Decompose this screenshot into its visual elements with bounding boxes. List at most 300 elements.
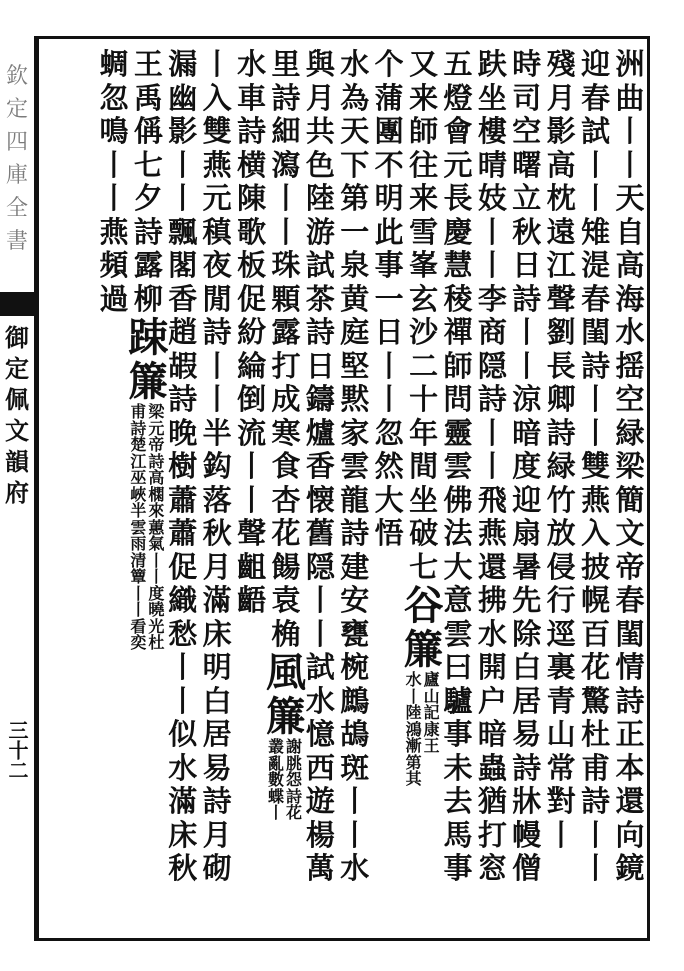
character: 忽 [99, 80, 129, 115]
character: 坐 [409, 482, 439, 517]
character: 安 [340, 583, 370, 617]
gloss-line [286, 739, 304, 822]
character: 長 [546, 348, 576, 383]
character: 青 [546, 683, 576, 718]
character: 向 [615, 817, 645, 852]
character: 夕 [133, 181, 163, 215]
character: 氣 [148, 534, 165, 553]
character: 文 [615, 516, 645, 550]
character: 團 [374, 114, 404, 148]
character: 甫 [581, 750, 611, 785]
character: 雲 [340, 449, 370, 483]
character: 帝 [615, 549, 645, 584]
character: 二 [409, 348, 439, 383]
character: 丨 [615, 114, 645, 148]
character: 懐 [305, 482, 335, 517]
character: 暗 [477, 717, 507, 751]
character: 情 [615, 650, 645, 684]
character: 曙 [512, 147, 542, 182]
character: 春 [581, 281, 611, 316]
character: 丨 [148, 550, 165, 570]
character: 意 [443, 583, 473, 617]
character: 七 [133, 147, 163, 182]
character: 丨 [374, 382, 404, 416]
character: 商 [477, 315, 507, 349]
text-column [335, 48, 375, 928]
character: 水 [237, 48, 267, 81]
character: 日 [305, 348, 335, 383]
character: 横 [237, 147, 267, 182]
character: 披 [581, 549, 611, 584]
character: 堅 [340, 348, 370, 383]
character: 遊 [305, 784, 335, 818]
character: 漸 [405, 736, 422, 755]
character: 杜 [581, 717, 611, 751]
character: 佩 [5, 385, 29, 414]
character: 師 [409, 114, 439, 148]
character: 水 [405, 670, 422, 689]
character: 開 [477, 650, 507, 684]
character: 欽 [5, 64, 28, 89]
character: 椀 [340, 650, 370, 684]
character: 百 [581, 616, 611, 651]
character: 廬 [423, 670, 440, 689]
character: 玄 [409, 281, 439, 316]
gloss-line [424, 672, 442, 788]
character: 下 [340, 147, 370, 182]
character: 詩 [286, 786, 303, 806]
character: 閒 [202, 281, 232, 316]
character: 年 [409, 415, 439, 450]
character: 閨 [581, 315, 611, 349]
character: 丨 [271, 181, 301, 215]
character: 沙 [409, 315, 439, 349]
character: 憶 [305, 717, 335, 751]
character: 大 [443, 549, 473, 584]
character: 雲 [130, 517, 147, 537]
character: 日 [512, 248, 542, 282]
character: 梁 [148, 402, 165, 421]
character: 丨 [237, 449, 267, 483]
character: 水 [340, 851, 370, 885]
character: 幌 [581, 583, 611, 617]
character: 揺 [615, 348, 645, 383]
character: 丨 [271, 214, 301, 249]
character: 个 [374, 48, 404, 81]
character: 杏 [271, 482, 301, 517]
character: 倒 [237, 382, 267, 416]
character: 看 [130, 616, 147, 636]
character: 寒 [271, 415, 301, 450]
top-border [36, 36, 650, 39]
character: 建 [340, 549, 370, 584]
character: 来 [409, 80, 439, 115]
character: 袁 [271, 583, 301, 617]
character: 山 [423, 686, 440, 706]
character: 試 [581, 114, 611, 148]
character: 忽 [374, 415, 404, 450]
character: 水 [615, 315, 645, 349]
character: 康 [423, 719, 440, 739]
character: 行 [546, 583, 576, 617]
character: 楚 [130, 435, 147, 454]
character: 茶 [305, 281, 335, 316]
character: 丨 [615, 147, 645, 182]
character: 燈 [443, 80, 473, 115]
character: 丨 [202, 48, 232, 81]
character: 床 [202, 616, 232, 651]
character: 居 [202, 717, 232, 751]
character: 谷 [403, 582, 444, 629]
character: 雲 [443, 616, 473, 651]
character: 緑 [546, 449, 576, 483]
character: 蕭 [168, 516, 198, 550]
character: 帝 [148, 435, 165, 454]
character: 光 [148, 616, 165, 636]
headword-gloss [404, 672, 444, 788]
character: 元 [202, 181, 232, 215]
character: 幽 [168, 80, 198, 115]
character: 叢 [268, 737, 285, 756]
character: 家 [340, 415, 370, 450]
character: 拂 [477, 583, 507, 617]
character: 試 [305, 248, 335, 282]
character: 又 [409, 48, 439, 81]
character: 白 [512, 650, 542, 684]
character: 裏 [546, 650, 576, 684]
character: 第 [405, 752, 422, 772]
character: 丨 [374, 348, 404, 383]
character: 峽 [130, 484, 147, 504]
character: 巫 [130, 468, 147, 487]
character: 山 [546, 717, 576, 751]
text-column [266, 48, 306, 928]
character: 為 [340, 80, 370, 115]
character: 亂 [268, 753, 285, 773]
character: 梁 [615, 449, 645, 483]
character: 扇 [512, 516, 542, 550]
text-column [232, 48, 272, 928]
character: 共 [305, 114, 335, 148]
character: 過 [99, 281, 129, 316]
character: 禹 [133, 80, 163, 115]
character: 齬 [237, 583, 267, 617]
character: 詩 [581, 784, 611, 818]
character: 問 [443, 382, 473, 416]
character: 稹 [202, 214, 232, 249]
text-column [404, 48, 444, 928]
headword-gloss [266, 739, 306, 822]
character: 丨 [546, 817, 576, 852]
character: 丨 [202, 382, 232, 416]
character: 里 [271, 48, 301, 81]
character: 雪 [409, 214, 439, 249]
character: 聲 [237, 516, 267, 550]
character: 陸 [405, 703, 422, 722]
character: 来 [409, 181, 439, 215]
character: 爐 [305, 415, 335, 450]
character: 佛 [443, 482, 473, 517]
character: 嘏 [168, 348, 198, 383]
character: 還 [615, 784, 645, 818]
character: 水 [168, 750, 198, 785]
character: 空 [512, 114, 542, 148]
character: 愁 [168, 616, 198, 651]
character: 影 [168, 114, 198, 148]
character: 不 [374, 147, 404, 182]
character: 丨 [581, 817, 611, 852]
character: 本 [615, 750, 645, 785]
character: 事 [374, 248, 404, 282]
character: 慧 [443, 248, 473, 282]
character: 鈎 [202, 449, 232, 483]
character: 來 [148, 501, 165, 520]
character: 事 [443, 851, 473, 885]
character: 妓 [477, 181, 507, 215]
character: 黄 [340, 281, 370, 316]
character: 月 [202, 549, 232, 584]
character: 殘 [546, 48, 576, 81]
left-border [36, 36, 39, 941]
character: 書 [5, 229, 28, 254]
character: 影 [546, 114, 576, 148]
character: 曰 [443, 650, 473, 684]
text-column [128, 48, 168, 928]
character: 鴻 [405, 719, 422, 739]
character: 泉 [340, 248, 370, 282]
character: 詩 [305, 315, 335, 349]
character: 滿 [168, 784, 198, 818]
character: 户 [477, 683, 507, 718]
character: 漏 [168, 48, 198, 81]
character: 鑄 [305, 382, 335, 416]
character: 樹 [168, 449, 198, 483]
character: 床 [168, 817, 198, 852]
text-column [610, 48, 650, 928]
character: 未 [443, 750, 473, 785]
character: 常 [546, 750, 576, 785]
character: 記 [423, 703, 440, 722]
character: 樓 [477, 114, 507, 148]
character: 破 [409, 516, 439, 550]
character: 定 [5, 97, 28, 122]
character: 促 [237, 281, 267, 316]
character: 成 [271, 382, 301, 416]
character: 蝶 [268, 786, 285, 806]
character: 舊 [305, 516, 335, 550]
character: 月 [305, 80, 335, 115]
character: 第 [340, 181, 370, 215]
character: 丨 [340, 817, 370, 852]
character: 㯗 [148, 484, 165, 504]
character: 元 [443, 147, 473, 182]
character: 逕 [546, 616, 576, 651]
character: 詩 [148, 451, 165, 471]
character: 花 [286, 803, 303, 822]
character: 萬 [305, 851, 335, 885]
character: 甕 [340, 616, 370, 651]
character: 先 [512, 583, 542, 617]
character: 丨 [168, 650, 198, 684]
character: 僧 [512, 851, 542, 885]
character: 促 [168, 549, 198, 584]
character: 燕 [477, 516, 507, 550]
character: 丨 [305, 616, 335, 651]
fish-tail-mark [0, 292, 36, 316]
character: 桷 [271, 616, 301, 651]
character: 丨 [512, 315, 542, 349]
character: 海 [615, 281, 645, 316]
character: 滿 [202, 583, 232, 617]
character: 秋 [168, 851, 198, 885]
character: 丨 [305, 583, 335, 617]
character: 慶 [443, 214, 473, 249]
character: 江 [130, 451, 147, 471]
character: 高 [615, 248, 645, 282]
character: 涼 [512, 382, 542, 416]
character: 珠 [271, 248, 301, 282]
character: 靈 [443, 415, 473, 450]
character: 侵 [546, 549, 576, 584]
character: 隠 [305, 549, 335, 584]
character: 風 [266, 649, 306, 696]
character: 詩 [615, 683, 645, 718]
character: 文 [5, 416, 29, 445]
character: 卿 [546, 382, 576, 416]
character: 自 [615, 214, 645, 249]
character: 燕 [202, 147, 232, 182]
character: 竹 [546, 482, 576, 517]
character: 丨 [477, 449, 507, 483]
character: 夜 [202, 248, 232, 282]
character: 還 [477, 549, 507, 584]
character: 露 [271, 315, 301, 349]
character: 丨 [148, 567, 165, 586]
character: 閨 [615, 616, 645, 651]
character: 歌 [237, 214, 267, 249]
character: 入 [581, 516, 611, 550]
text-column [94, 48, 134, 928]
character: 趺 [477, 48, 507, 81]
character: 簡 [615, 482, 645, 517]
character: 與 [305, 48, 335, 81]
bottom-border [36, 938, 650, 941]
character: 丨 [130, 583, 147, 603]
character: 丨 [477, 415, 507, 450]
character: 謝 [286, 737, 303, 756]
character: 流 [237, 415, 267, 450]
character: 稜 [443, 281, 473, 316]
character: 詩 [202, 784, 232, 818]
character: 飛 [477, 482, 507, 517]
character: 怨 [286, 770, 303, 789]
character: 王 [133, 48, 163, 81]
gloss-line [148, 404, 166, 652]
character: 入 [202, 80, 232, 115]
character: 半 [130, 501, 147, 520]
character: 簾 [128, 358, 169, 405]
character: 踈 [128, 314, 169, 361]
character: 香 [305, 449, 335, 483]
character: 丨 [168, 181, 198, 215]
character: 天 [340, 114, 370, 148]
character: 楊 [305, 817, 335, 852]
character: 花 [581, 650, 611, 684]
text-column [197, 48, 237, 928]
character: 丨 [130, 600, 147, 619]
character: 水 [477, 616, 507, 651]
character: 幔 [512, 817, 542, 852]
character: 往 [409, 147, 439, 182]
character: 驚 [581, 683, 611, 718]
character: 度 [512, 449, 542, 483]
text-column [507, 48, 547, 928]
character: 紛 [237, 315, 267, 349]
character: 春 [581, 80, 611, 115]
character: 丨 [99, 147, 129, 182]
character: 元 [148, 418, 165, 438]
character: 齟 [237, 549, 267, 584]
character: 似 [168, 717, 198, 751]
character: 詩 [512, 750, 542, 785]
character: 丨 [477, 214, 507, 249]
character: 丨 [268, 803, 285, 822]
character: 織 [168, 583, 198, 617]
character: 閣 [168, 248, 198, 282]
character: 蟲 [477, 750, 507, 785]
center-fold-line [34, 36, 36, 941]
headword-gloss [128, 404, 168, 652]
character: 簾 [403, 626, 444, 673]
character: 晴 [477, 147, 507, 182]
character: 餳 [271, 549, 301, 584]
character: 悟 [374, 516, 404, 550]
character: 龍 [340, 482, 370, 517]
character: 鴣 [340, 717, 370, 751]
character: 江 [546, 248, 576, 282]
character: 詩 [546, 415, 576, 450]
character: 府 [5, 478, 29, 507]
character: 燕 [581, 482, 611, 517]
character: 丨 [168, 683, 198, 718]
character: 蒲 [374, 80, 404, 115]
character: 飄 [168, 214, 198, 249]
character: 板 [237, 248, 267, 282]
page-number: 三十二 [5, 720, 29, 780]
character: 坐 [477, 80, 507, 115]
character: 居 [512, 683, 542, 718]
character: 食 [271, 449, 301, 483]
character: 庫 [5, 163, 28, 188]
character: 湜 [581, 248, 611, 282]
character: 鷓 [340, 683, 370, 718]
character: 易 [512, 717, 542, 751]
character: 易 [202, 750, 232, 785]
character: 香 [168, 281, 198, 316]
character: 除 [512, 616, 542, 651]
character: 色 [305, 147, 335, 182]
headword [266, 651, 306, 739]
character: 丨 [340, 784, 370, 818]
text-column [541, 48, 581, 928]
character: 迎 [581, 48, 611, 81]
character: 數 [268, 770, 285, 789]
character: 雲 [443, 449, 473, 483]
character: 花 [271, 516, 301, 550]
character: 趙 [168, 315, 198, 349]
character: 丨 [99, 181, 129, 215]
character: 丨 [581, 382, 611, 416]
